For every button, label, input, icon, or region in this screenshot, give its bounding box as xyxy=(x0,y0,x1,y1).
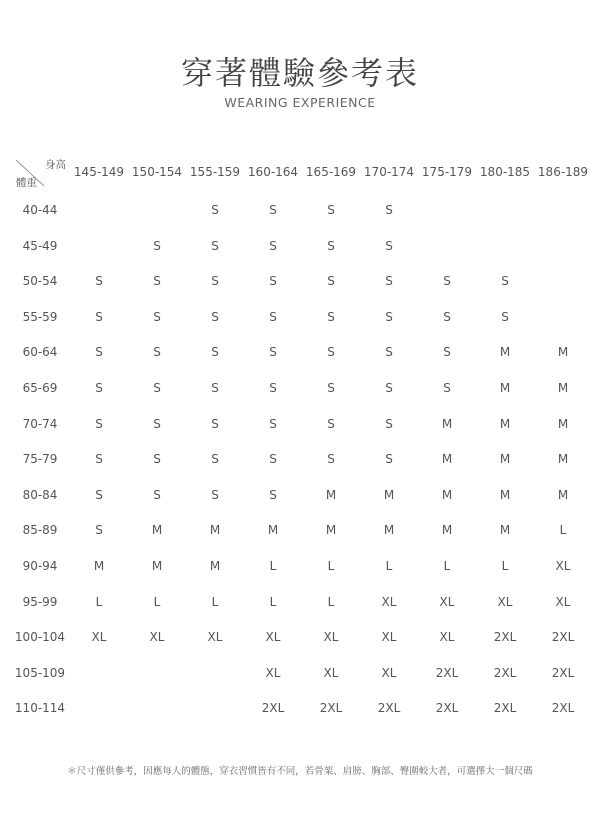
weight-row-label: 80-84 xyxy=(22,487,58,502)
size-cell: M xyxy=(151,559,163,573)
size-cell: 2XL xyxy=(551,701,575,716)
size-cell: S xyxy=(501,274,509,289)
size-cell: S xyxy=(153,238,161,253)
size-cell: 2XL xyxy=(493,630,517,645)
size-cell: 2XL xyxy=(435,701,459,716)
size-cell: S xyxy=(269,416,277,431)
size-cell: S xyxy=(385,238,393,253)
size-cell: XL xyxy=(439,630,455,645)
size-cell: M xyxy=(499,523,511,538)
size-cell: M xyxy=(499,452,511,467)
footnote: ＊尺寸僅供參考，因應每人的體態，穿衣習慣皆有不同，若骨架、肩膀、胸部、臀圍較大者，可選擇大一個尺碼 xyxy=(67,766,533,777)
height-header-170-174: 170-174 xyxy=(363,165,415,179)
size-cell: S xyxy=(269,309,277,324)
size-cell: S xyxy=(95,416,103,431)
weight-row-label: 110-114 xyxy=(14,701,66,716)
size-cell: XL xyxy=(149,630,165,645)
size-cell: M xyxy=(325,487,337,502)
size-cell: M xyxy=(383,523,395,538)
height-header-145-149: 145-149 xyxy=(73,165,125,179)
size-cell: M xyxy=(499,487,511,502)
weight-row-label: 85-89 xyxy=(22,523,58,538)
size-cell: S xyxy=(269,452,277,467)
height-header-160-164: 160-164 xyxy=(247,165,299,179)
size-cell: XL xyxy=(323,665,339,680)
weight-row-label: 90-94 xyxy=(22,559,58,573)
size-cell: L xyxy=(95,594,103,609)
weight-row-label: 40-44 xyxy=(22,203,58,217)
size-cell: M xyxy=(93,559,105,573)
size-cell: S xyxy=(211,238,219,253)
size-cell: M xyxy=(499,381,511,395)
size-cell: S xyxy=(211,487,219,502)
size-cell: S xyxy=(269,345,277,360)
size-cell: M xyxy=(499,345,511,360)
height-header-150-154: 150-154 xyxy=(131,165,183,179)
size-cell: S xyxy=(327,345,335,360)
size-cell: S xyxy=(95,523,103,538)
size-cell: S xyxy=(443,274,451,289)
size-cell: S xyxy=(269,274,277,289)
height-header-165-169: 165-169 xyxy=(305,165,357,179)
size-cell: XL xyxy=(207,630,223,645)
size-cell: L xyxy=(559,523,567,538)
size-cell: S xyxy=(385,203,393,217)
size-cell: S xyxy=(269,238,277,253)
size-cell: M xyxy=(557,345,569,360)
size-cell: S xyxy=(327,416,335,431)
size-cell: M xyxy=(441,452,453,467)
corner-header xyxy=(14,158,66,188)
size-cell: L xyxy=(327,559,335,573)
size-cell: S xyxy=(269,381,277,395)
size-cell: 2XL xyxy=(551,630,575,645)
size-cell: L xyxy=(385,559,393,573)
size-cell: S xyxy=(211,416,219,431)
size-cell: M xyxy=(209,523,221,538)
size-cell: M xyxy=(441,487,453,502)
size-cell: S xyxy=(385,416,393,431)
size-cell: XL xyxy=(439,594,455,609)
weight-row-label: 60-64 xyxy=(22,345,58,360)
size-cell: M xyxy=(557,381,569,395)
size-cell: M xyxy=(209,559,221,573)
size-cell: M xyxy=(557,416,569,431)
weight-row-label: 100-104 xyxy=(14,630,66,645)
size-cell: S xyxy=(95,452,103,467)
weight-axis-label: 體重 xyxy=(16,177,37,189)
size-cell: S xyxy=(327,381,335,395)
height-header-155-159: 155-159 xyxy=(189,165,241,179)
size-cell: XL xyxy=(323,630,339,645)
size-cell: S xyxy=(443,309,451,324)
weight-row-label: 105-109 xyxy=(14,665,66,680)
size-cell: XL xyxy=(497,594,513,609)
size-cell: XL xyxy=(555,559,571,573)
size-cell: S xyxy=(385,274,393,289)
weight-row-label: 55-59 xyxy=(22,309,58,324)
size-cell: S xyxy=(385,345,393,360)
size-cell: S xyxy=(153,309,161,324)
height-axis-label: 身高 xyxy=(45,159,66,171)
weight-row-label: 70-74 xyxy=(22,416,58,431)
size-cell: S xyxy=(153,345,161,360)
size-cell: S xyxy=(385,381,393,395)
size-cell: XL xyxy=(381,665,397,680)
page-subtitle: WEARING EXPERIENCE xyxy=(224,95,376,110)
size-cell: S xyxy=(327,274,335,289)
size-cell: L xyxy=(501,559,509,573)
size-cell: S xyxy=(327,452,335,467)
page-title: 穿著體驗參考表 xyxy=(180,54,419,92)
size-cell: M xyxy=(499,416,511,431)
size-cell: 2XL xyxy=(493,665,517,680)
size-cell: M xyxy=(151,523,163,538)
size-cell: S xyxy=(95,309,103,324)
size-cell: XL xyxy=(381,630,397,645)
size-cell: S xyxy=(327,203,335,217)
size-cell: M xyxy=(267,523,279,538)
size-cell: M xyxy=(557,452,569,467)
size-cell: S xyxy=(269,487,277,502)
size-cell: 2XL xyxy=(493,701,517,716)
weight-row-label: 50-54 xyxy=(22,274,58,289)
size-cell: 2XL xyxy=(377,701,401,716)
size-cell: XL xyxy=(265,630,281,645)
size-cell: L xyxy=(269,559,277,573)
size-cell: L xyxy=(269,594,277,609)
size-cell: S xyxy=(95,381,103,395)
size-cell: M xyxy=(557,487,569,502)
size-cell: XL xyxy=(381,594,397,609)
size-cell: S xyxy=(211,345,219,360)
size-cell: XL xyxy=(265,665,281,680)
size-cell: XL xyxy=(91,630,107,645)
height-header-180-185: 180-185 xyxy=(479,165,531,179)
size-cell: M xyxy=(383,487,395,502)
size-cell: 2XL xyxy=(319,701,343,716)
size-cell: S xyxy=(153,452,161,467)
weight-row-label: 75-79 xyxy=(22,452,58,467)
size-cell: S xyxy=(501,309,509,324)
size-cell: S xyxy=(385,309,393,324)
size-cell: M xyxy=(441,416,453,431)
weight-row-label: 45-49 xyxy=(22,238,58,253)
size-cell: L xyxy=(443,559,451,573)
size-cell: S xyxy=(95,274,103,289)
size-cell: S xyxy=(327,309,335,324)
size-cell: 2XL xyxy=(261,701,285,716)
size-cell: S xyxy=(211,309,219,324)
size-cell: S xyxy=(327,238,335,253)
size-cell: S xyxy=(95,345,103,360)
size-cell: S xyxy=(443,345,451,360)
size-cell: L xyxy=(211,594,219,609)
size-cell: 2XL xyxy=(435,665,459,680)
height-header-186-189: 186-189 xyxy=(537,165,589,179)
size-cell: S xyxy=(211,274,219,289)
size-cell: S xyxy=(95,487,103,502)
size-cell: S xyxy=(269,203,277,217)
size-cell: S xyxy=(211,381,219,395)
size-cell: S xyxy=(211,452,219,467)
size-cell: M xyxy=(441,523,453,538)
weight-row-label: 65-69 xyxy=(22,381,58,395)
size-cell: S xyxy=(153,487,161,502)
size-cell: S xyxy=(153,274,161,289)
size-cell: M xyxy=(325,523,337,538)
weight-row-label: 95-99 xyxy=(22,594,58,609)
size-cell: S xyxy=(211,203,219,217)
size-cell: XL xyxy=(555,594,571,609)
size-cell: S xyxy=(153,416,161,431)
size-cell: S xyxy=(385,452,393,467)
size-cell: L xyxy=(153,594,161,609)
size-cell: S xyxy=(443,381,451,395)
size-cell: L xyxy=(327,594,335,609)
size-cell: S xyxy=(153,381,161,395)
size-cell: 2XL xyxy=(551,665,575,680)
height-header-175-179: 175-179 xyxy=(421,165,473,179)
